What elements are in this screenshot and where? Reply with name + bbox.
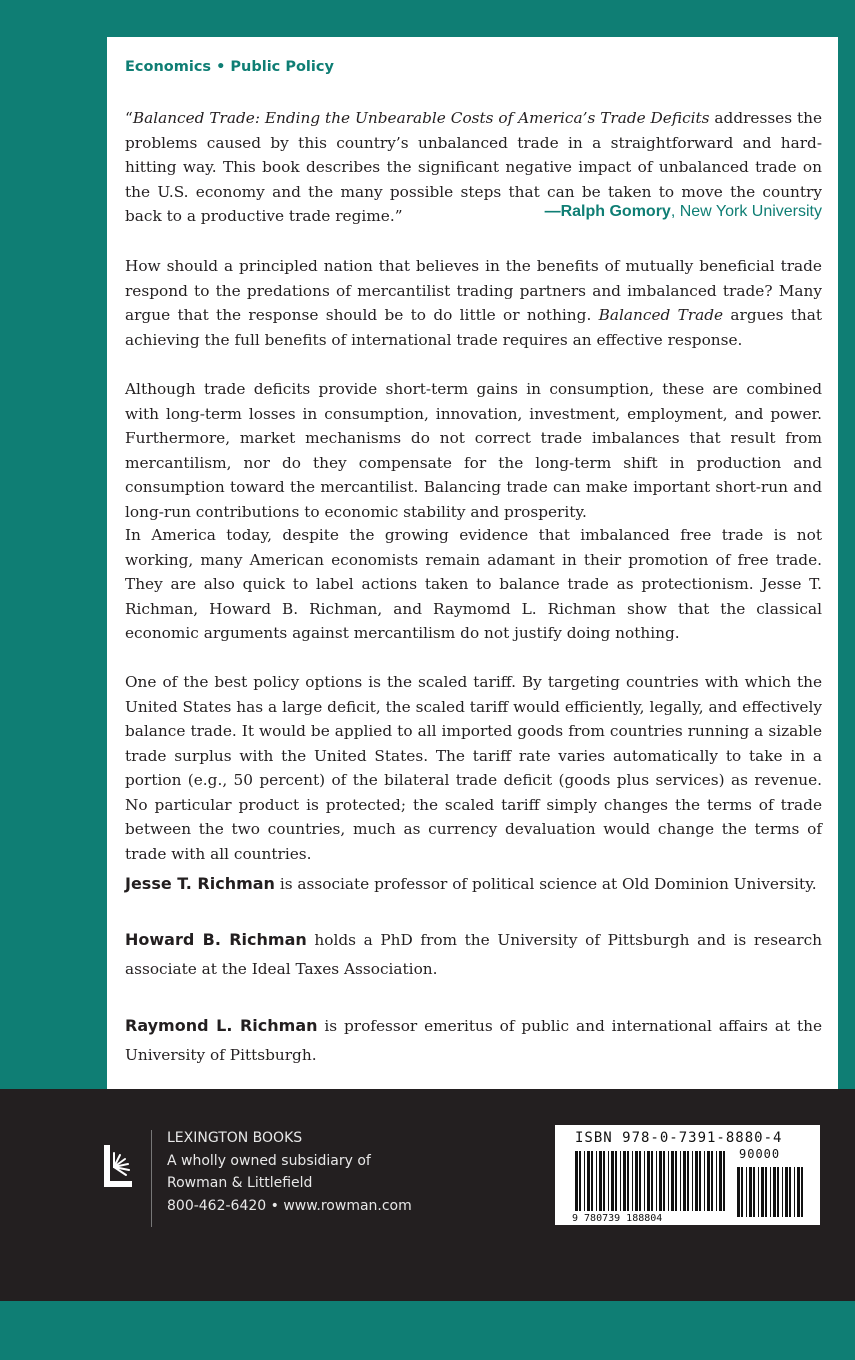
barcode-bar bbox=[575, 1151, 578, 1211]
barcode-bar bbox=[579, 1151, 581, 1211]
barcode-bar bbox=[651, 1151, 653, 1211]
barcode-bar bbox=[765, 1167, 767, 1217]
barcode-bar bbox=[692, 1151, 693, 1211]
publisher-parent: Rowman & Littlefield bbox=[167, 1175, 313, 1191]
barcode-bar bbox=[639, 1151, 641, 1211]
author-name: Raymond L. Richman bbox=[125, 1016, 318, 1035]
publisher-name: LEXINGTON BOOKS bbox=[167, 1130, 303, 1146]
author-bio-text: holds a PhD from the University of Pittsburgh and is research associate at the Ideal Taxes Association. bbox=[125, 931, 822, 978]
barcode-bar bbox=[707, 1151, 710, 1211]
barcode-bar bbox=[794, 1167, 795, 1217]
publisher-footer bbox=[0, 1089, 855, 1301]
barcode-bar bbox=[758, 1167, 759, 1217]
publisher-subsidiary: A wholly owned subsidiary of bbox=[167, 1152, 371, 1169]
barcode-bar bbox=[608, 1151, 609, 1211]
publisher-info bbox=[167, 1127, 412, 1217]
barcode-bar bbox=[671, 1151, 674, 1211]
isbn-number: ISBN 978-0-7391-8880-4 bbox=[575, 1130, 783, 1146]
barcode-bar bbox=[773, 1167, 776, 1217]
barcode-bar bbox=[632, 1151, 633, 1211]
barcode-bar bbox=[644, 1151, 645, 1211]
barcode-bar bbox=[711, 1151, 713, 1211]
barcode-bar bbox=[603, 1151, 605, 1211]
barcode-bar bbox=[797, 1167, 800, 1217]
quote-book-title: Balanced Trade: Ending the Unbearable Costs of America’s Trade Deficits bbox=[132, 109, 710, 127]
paragraph-text: argues that achieving the full benefits of international trade requires an effective response. bbox=[125, 306, 823, 349]
author-bio-text: is associate professor of political science at Old Dominion University. bbox=[274, 875, 817, 893]
barcode-bar bbox=[659, 1151, 662, 1211]
barcode-bar bbox=[761, 1167, 764, 1217]
barcode-bar bbox=[623, 1151, 626, 1211]
author-bio-2 bbox=[125, 925, 822, 984]
description-paragraph-4: One of the best policy options is the scaled tariff. By targeting countries with which the United States has a large deficit, the scaled tariff would efficiently, legally, and effectively balance trade. It would be applied to all imported goods from countries running a sizable trade surplus with the United States. The tariff rate varies automatically to take in a portion (e.g., 50 percent) of the bilateral trade deficit (goods plus services) as revenue. No particular product is protected; the scaled tariff simply changes the terms of trade between the two countries, much as currency devaluation would change the terms of trade with all countries. bbox=[125, 673, 822, 863]
barcode-bar bbox=[611, 1151, 614, 1211]
price-code: 90000 bbox=[739, 1147, 781, 1161]
book-title-italic: Balanced Trade bbox=[598, 306, 724, 324]
barcode-bars bbox=[555, 1125, 820, 1225]
barcode-bar bbox=[785, 1167, 788, 1217]
barcode-bar bbox=[770, 1167, 771, 1217]
footer-divider bbox=[151, 1130, 152, 1227]
barcode-bar bbox=[716, 1151, 717, 1211]
barcode-bar bbox=[683, 1151, 686, 1211]
barcode-bar bbox=[801, 1167, 803, 1217]
barcode-bar bbox=[723, 1151, 725, 1211]
barcode-bar bbox=[599, 1151, 602, 1211]
publisher-contact: 800-462-6420 • www.rowman.com bbox=[167, 1197, 412, 1214]
barcode-bar bbox=[587, 1151, 590, 1211]
barcode-bar bbox=[675, 1151, 677, 1211]
barcode-bar bbox=[704, 1151, 705, 1211]
barcode-bar bbox=[656, 1151, 657, 1211]
quote-open-mark: “ bbox=[125, 109, 133, 127]
barcode-bar bbox=[695, 1151, 698, 1211]
barcode-bar bbox=[753, 1167, 755, 1217]
barcode-bar bbox=[777, 1167, 779, 1217]
barcode-bar bbox=[789, 1167, 791, 1217]
back-cover-panel bbox=[107, 37, 838, 1089]
description-paragraph-2: Although trade deficits provide short-term gains in consumption, these are combined with long-term losses in consumption, innovation, investment, employment, and power. Furthermore, market mechanisms do not correct trade imbalances that result from mercantilism, nor do they compensate for the long-term shift in production and consumption toward the mercantilist. Balancing trade can make important short-run and long-run contributions to economic stability and prosperity. bbox=[125, 380, 822, 521]
category-label: Economics • Public Policy bbox=[125, 59, 334, 75]
barcode-bar bbox=[615, 1151, 617, 1211]
barcode-bar bbox=[596, 1151, 597, 1211]
isbn-barcode bbox=[555, 1125, 820, 1225]
description-paragraph-3: In America today, despite the growing evidence that imbalanced free trade is not working, many American economists remain adamant in their promotion of free trade. They are also quick to label actions taken to balance trade as protectionism. Jesse T. Richman, Howard B. Richman, and Raymomd L. Richman show that the classical economic arguments against mercantilism do not justify doing nothing. bbox=[125, 526, 822, 642]
barcode-bar bbox=[741, 1167, 743, 1217]
barcode-bar bbox=[591, 1151, 593, 1211]
barcode-bar bbox=[737, 1167, 740, 1217]
barcode-bar bbox=[680, 1151, 681, 1211]
description-paragraph-1 bbox=[125, 254, 822, 352]
author-name: Jesse T. Richman bbox=[125, 874, 275, 893]
lexington-logo-icon bbox=[100, 1131, 140, 1191]
barcode-bar bbox=[620, 1151, 621, 1211]
barcode-bar bbox=[627, 1151, 629, 1211]
quote-attribution bbox=[545, 203, 822, 221]
barcode-bar bbox=[719, 1151, 722, 1211]
barcode-bar bbox=[782, 1167, 783, 1217]
author-bio-1 bbox=[125, 869, 822, 899]
barcode-digits: 9 780739 188804 bbox=[572, 1213, 663, 1224]
barcode-bar bbox=[635, 1151, 638, 1211]
author-bio-3 bbox=[125, 1011, 822, 1070]
quote-text: addresses the problems caused by this country’s unbalanced trade in a straightforward and hard-hitting way. This book describes the significant negative impact of unbalanced trade on the U.S. economy and the many possible steps that can be taken to move the country back to a productive trade regime.” bbox=[125, 109, 822, 225]
barcode-bar bbox=[687, 1151, 689, 1211]
attribution-affiliation: , New York University bbox=[670, 203, 822, 220]
barcode-bar bbox=[749, 1167, 752, 1217]
attribution-dash: — bbox=[544, 203, 561, 220]
barcode-bar bbox=[746, 1167, 747, 1217]
author-bio-text: is professor emeritus of public and international affairs at the University of Pittsburgh. bbox=[125, 1017, 823, 1064]
barcode-bar bbox=[647, 1151, 650, 1211]
barcode-bar bbox=[699, 1151, 701, 1211]
barcode-bar bbox=[584, 1151, 585, 1211]
attribution-name: Ralph Gomory bbox=[560, 203, 671, 220]
paragraph-text: How should a principled nation that believes in the benefits of mutually beneficial trade respond to the predations of mercantilist trading partners and imbalanced trade? Many argue that the response should be to do little or nothing. bbox=[125, 257, 822, 324]
barcode-bar bbox=[663, 1151, 665, 1211]
author-name: Howard B. Richman bbox=[125, 930, 307, 949]
barcode-bar bbox=[668, 1151, 669, 1211]
